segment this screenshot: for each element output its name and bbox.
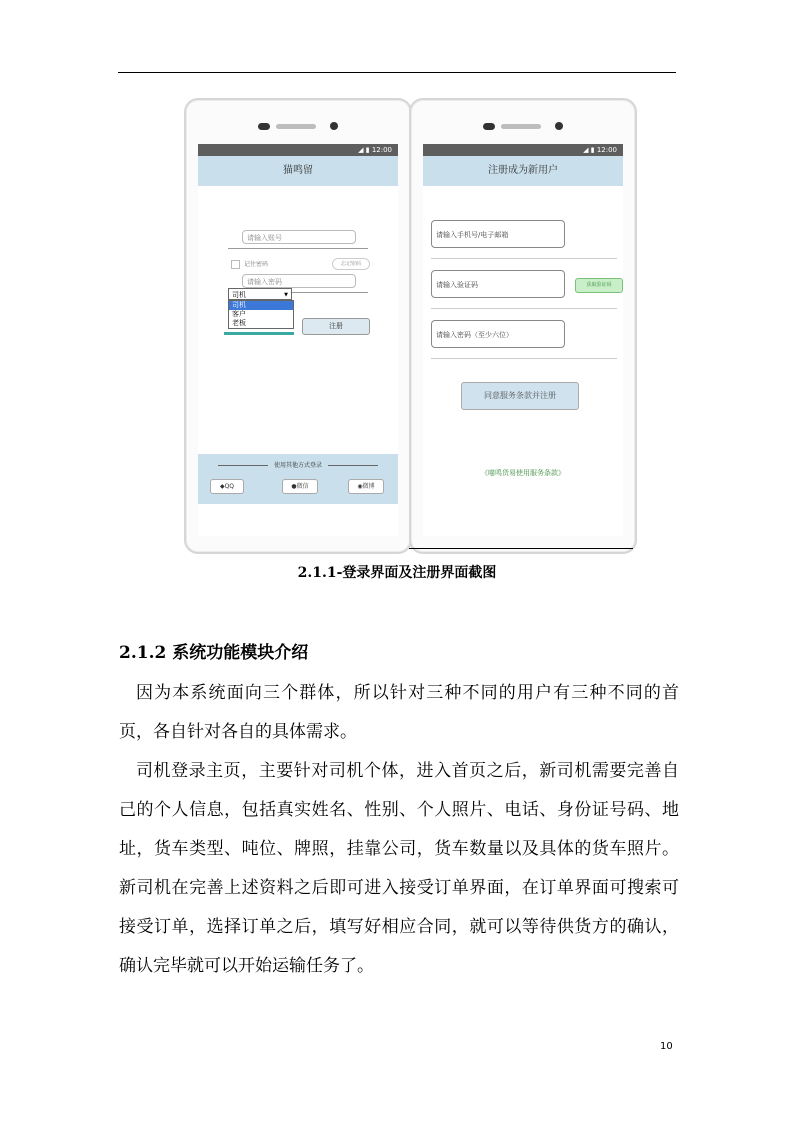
other-login-panel bbox=[198, 454, 398, 504]
page-number: 10 bbox=[660, 1041, 673, 1052]
status-bar: ◢ ▮ 12:00 bbox=[198, 144, 398, 156]
register-phone-mockup bbox=[409, 98, 637, 554]
role-selected-value: 司机 bbox=[232, 291, 246, 299]
role-option[interactable]: 老板 bbox=[232, 319, 246, 327]
qq-icon: ◆ bbox=[219, 483, 225, 490]
forgot-password-button[interactable]: 忘记密码 bbox=[332, 258, 370, 270]
status-bar: ◢ ▮ 12:00 bbox=[423, 144, 623, 156]
verification-code-input[interactable]: 请输入验证码 bbox=[431, 270, 565, 298]
status-time: 12:00 bbox=[596, 146, 617, 154]
other-login-label: 使用其他方式登录 bbox=[198, 460, 398, 469]
login-phone-mockup bbox=[184, 98, 412, 554]
register-screen bbox=[423, 144, 623, 536]
register-button[interactable]: 注册 bbox=[302, 318, 370, 335]
status-time: 12:00 bbox=[371, 146, 392, 154]
get-code-button[interactable]: 获取验证码 bbox=[575, 278, 623, 293]
login-title: 猫鸣留 bbox=[198, 156, 398, 186]
phone-speaker bbox=[258, 122, 338, 132]
register-password-input[interactable]: 请输入密码（至少六位） bbox=[431, 320, 565, 348]
paragraph: 因为本系统面向三个群体，所以针对三种不同的用户有三种不同的首页，各自针对各自的具体需求。 bbox=[119, 683, 679, 742]
wechat-login-button[interactable] bbox=[282, 479, 318, 494]
wechat-label: 微信 bbox=[296, 483, 309, 490]
divider bbox=[431, 258, 617, 259]
phone-speaker bbox=[483, 122, 563, 132]
wechat-icon: ● bbox=[291, 483, 297, 490]
paragraph: 司机登录主页，主要针对司机个体，进入首页之后，新司机需要完善自己的个人信息，包括真实姓名、性别、个人照片、电话、身份证号码、地址，货车类型、吨位、牌照，挂靠公司，货车数量以及具体的货车照片。新司机在完善上述资料之后即可进入接受订单界面，在订单界面可搜索可接受订单，选择订单之后，填写好相应合同，就可以等待供货方的确认，确认完毕就可以开始运输任务了。 bbox=[119, 761, 679, 976]
role-select[interactable] bbox=[228, 288, 292, 300]
role-option[interactable]: 客户 bbox=[232, 310, 246, 318]
qq-login-button[interactable] bbox=[210, 479, 244, 494]
weibo-icon: ◉ bbox=[357, 483, 363, 490]
remember-checkbox[interactable] bbox=[231, 260, 240, 269]
phone-email-input[interactable]: 请输入手机号/电子邮箱 bbox=[431, 220, 565, 248]
weibo-label: 微博 bbox=[362, 483, 375, 490]
qq-label: QQ bbox=[224, 483, 235, 490]
divider bbox=[431, 358, 617, 359]
account-underline bbox=[228, 248, 368, 249]
section-heading: 2.1.2 系统功能模块介绍 bbox=[119, 643, 309, 663]
role-option[interactable]: 司机 bbox=[229, 301, 293, 310]
login-screen bbox=[198, 144, 398, 536]
terms-link[interactable]: 《喵鸣货易使用服务条款》 bbox=[481, 469, 565, 477]
caption-rule bbox=[409, 548, 633, 549]
role-dropdown bbox=[228, 300, 294, 329]
register-title: 注册成为新用户 bbox=[423, 156, 623, 186]
header-rule bbox=[118, 72, 676, 73]
chevron-down-icon: ▼ bbox=[284, 292, 288, 298]
password-input[interactable]: 请输入密码 bbox=[242, 274, 356, 288]
weibo-login-button[interactable] bbox=[348, 479, 384, 494]
remember-label: 记住密码 bbox=[244, 261, 269, 268]
account-input[interactable]: 请输入账号 bbox=[242, 230, 356, 244]
figure-caption: 2.1.1-登录界面及注册界面截图 bbox=[297, 565, 497, 581]
agree-register-button[interactable]: 同意服务条款并注册 bbox=[461, 382, 579, 410]
divider bbox=[431, 308, 617, 309]
